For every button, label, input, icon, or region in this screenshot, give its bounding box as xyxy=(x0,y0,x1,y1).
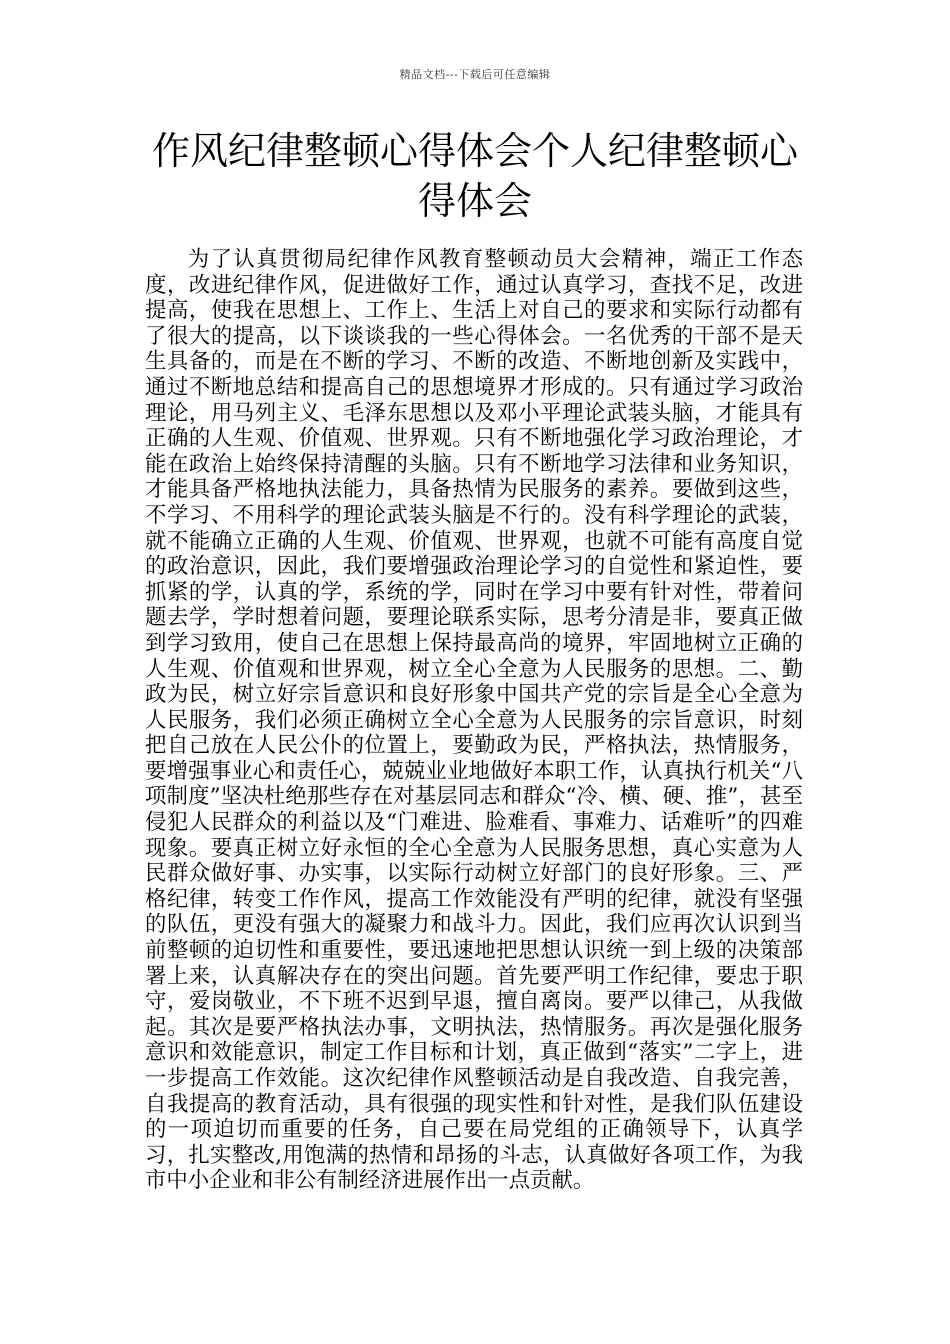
page-header: 精品文档---下载后可任意编辑 xyxy=(399,68,551,81)
document-title: 作风纪律整顿心得体会个人纪律整顿心得体会 xyxy=(151,129,798,223)
document-body: 为了认真贯彻局纪律作风教育整顿动员大会精神，端正工作态度，改进纪律作风，促进做好工作，通过认真学习，查找不足，改进提高，使我在思想上、工作上、生活上对自己的要求和实际行动都有了很大的提高，以下谈谈我的一些心得体会。一名优秀的干部不是天生具备的，而是在不断的学习、不断的改造、不断地创新及实践中，通过不断地总结和提高自己的思想境界才形成的。只有通过学习政治理论，用马列主义、毛泽东思想以及邓小平理论武装头脑，才能具有正确的人生观、价值观、世界观。只有不断地强化学习政治理论，才能在政治上始终保持清醒的头脑。只有不断地学习法律和业务知识，才能具备严格地执法能力，具备热情为民服务的素养。要做到这些，不学习、不用科学的理论武装头脑是不行的。没有科学理论的武装，就不能确立正确的人生观、价值观、世界观，也就不可能有高度自觉的政治意识，因此，我们要增强政治理论学习的自觉性和紧迫性，要抓紧的学，认真的学，系统的学，同时在学习中要有针对性，带着问题去学，学时想着问题，要理论联系实际，思考分清是非，要真正做到学习致用，使自己在思想上保持最高尚的境界，牢固地树立正确的人生观、价值观和世界观，树立全心全意为人民服务的思想。二、勤政为民，树立好宗旨意识和良好形象中国共产党的宗旨是全心全意为人民服务，我们必须正确树立全心全意为人民服务的宗旨意识，时刻把自己放在人民公仆的位置上，要勤政为民，严格执法，热情服务，要增强事业心和责任心，兢兢业业地做好本职工作，认真执行机关“八项制度”坚决杜绝那些存在对基层同志和群众“冷、横、硬、推”，甚至侵犯人民群众的利益以及“门难进、脸难看、事难力、话难听”的四难现象。要真正树立好永恒的全心全意为人民服务思想，真心实意为人民群众做好事、办实事，以实际行动树立好部门的良好形象。三、严格纪律，转变工作作风，提高工作效能没有严明的纪律，就没有坚强的队伍，更没有强大的凝聚力和战斗力。因此，我们应再次认识到当前整顿的迫切性和重要性，要迅速地把思想认识统一到上级的决策部署上来，认真解决存在的突出问题。首先要严明工作纪律，要忠于职守，爱岗敬业，不下班不迟到早退，擅自离岗。要严以律己，从我做起。其次是要严格执法办事，文明执法，热情服务。再次是强化服务意识和效能意识，制定工作目标和计划，真正做到“落实”二字上，进一步提高工作效能。这次纪律作风整顿活动是自我改造、自我完善，自我提高的教育活动，具有很强的现实性和针对性，是我们队伍建设的一项迫切而重要的任务，自己要在局党组的正确领导下，认真学习，扎实整改,用饱满的热情和昂扬的斗志，认真做好各项工作，为我市中小企业和非公有制经济进展作出一点贡献。 xyxy=(145,247,803,1194)
